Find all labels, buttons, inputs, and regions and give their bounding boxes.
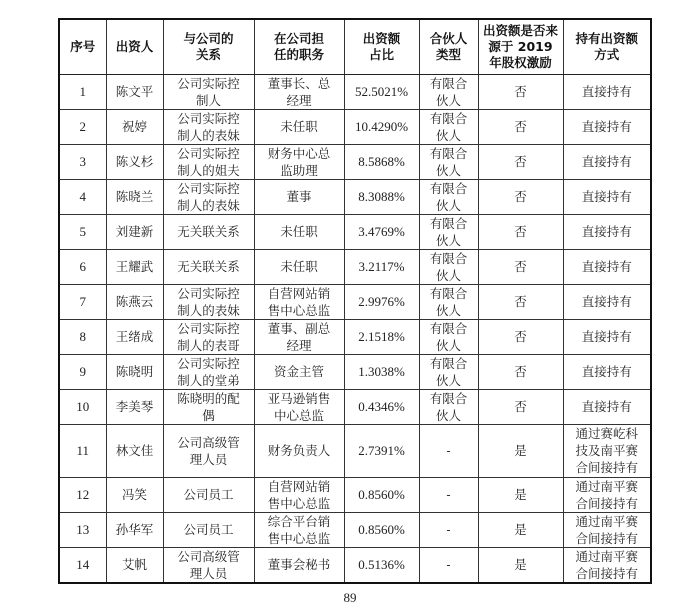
capital-ratio: 2.7391% <box>344 424 419 477</box>
investor-name: 孙华军 <box>106 512 163 547</box>
investor-name: 冯笑 <box>106 477 163 512</box>
company-position: 董事 <box>254 179 344 214</box>
company-position: 财务负责人 <box>254 424 344 477</box>
investor-name: 陈晓兰 <box>106 179 163 214</box>
header-holding-method: 持有出资额方式 <box>563 19 651 74</box>
capital-ratio: 0.4346% <box>344 389 419 424</box>
partner-type: - <box>419 547 478 583</box>
row-index: 4 <box>59 179 106 214</box>
investor-name: 陈文平 <box>106 74 163 109</box>
company-position: 自营网站销售中心总监 <box>254 477 344 512</box>
row-index: 13 <box>59 512 106 547</box>
relation-to-company: 公司实际控制人 <box>163 74 254 109</box>
header-relation: 与公司的关系 <box>163 19 254 74</box>
investor-name: 祝婷 <box>106 109 163 144</box>
from-2019-incentive: 是 <box>478 512 563 547</box>
row-index: 2 <box>59 109 106 144</box>
holding-method: 通过南平赛合间接持有 <box>563 512 651 547</box>
relation-to-company: 公司实际控制人的表妹 <box>163 179 254 214</box>
investor-name: 王耀武 <box>106 249 163 284</box>
from-2019-incentive: 否 <box>478 109 563 144</box>
header-position: 在公司担任的职务 <box>254 19 344 74</box>
investor-name: 林文佳 <box>106 424 163 477</box>
holding-method: 直接持有 <box>563 389 651 424</box>
company-position: 财务中心总监助理 <box>254 144 344 179</box>
partner-type: 有限合伙人 <box>419 109 478 144</box>
partner-type: 有限合伙人 <box>419 284 478 319</box>
company-position: 资金主管 <box>254 354 344 389</box>
holding-method: 直接持有 <box>563 74 651 109</box>
from-2019-incentive: 是 <box>478 547 563 583</box>
holding-method: 直接持有 <box>563 249 651 284</box>
company-position: 董事、副总经理 <box>254 319 344 354</box>
row-index: 14 <box>59 547 106 583</box>
company-position: 自营网站销售中心总监 <box>254 284 344 319</box>
table-row <box>59 74 651 109</box>
investor-name: 陈义杉 <box>106 144 163 179</box>
from-2019-incentive: 否 <box>478 179 563 214</box>
holding-method: 直接持有 <box>563 214 651 249</box>
partner-type: 有限合伙人 <box>419 74 478 109</box>
investor-name: 王绪成 <box>106 319 163 354</box>
holding-method: 通过南平赛合间接持有 <box>563 547 651 583</box>
table-row <box>59 512 651 547</box>
relation-to-company: 公司实际控制人的表妹 <box>163 109 254 144</box>
header-index: 序号 <box>59 19 106 74</box>
company-position: 亚马逊销售中心总监 <box>254 389 344 424</box>
relation-to-company: 公司员工 <box>163 477 254 512</box>
partner-type: 有限合伙人 <box>419 214 478 249</box>
company-position: 未任职 <box>254 214 344 249</box>
holding-method: 通过赛屹科技及南平赛合间接持有 <box>563 424 651 477</box>
relation-to-company: 公司实际控制人的表妹 <box>163 284 254 319</box>
from-2019-incentive: 否 <box>478 389 563 424</box>
capital-ratio: 2.1518% <box>344 319 419 354</box>
investor-name: 陈燕云 <box>106 284 163 319</box>
table-row <box>59 547 651 583</box>
holding-method: 直接持有 <box>563 319 651 354</box>
table-row <box>59 214 651 249</box>
company-position: 未任职 <box>254 109 344 144</box>
table-row <box>59 179 651 214</box>
investor-name: 陈晓明 <box>106 354 163 389</box>
table-row <box>59 319 651 354</box>
holding-method: 通过南平赛合间接持有 <box>563 477 651 512</box>
row-index: 12 <box>59 477 106 512</box>
from-2019-incentive: 是 <box>478 477 563 512</box>
row-index: 8 <box>59 319 106 354</box>
relation-to-company: 公司实际控制人的姐夫 <box>163 144 254 179</box>
partner-type: 有限合伙人 <box>419 179 478 214</box>
table-row <box>59 109 651 144</box>
relation-to-company: 公司实际控制人的堂弟 <box>163 354 254 389</box>
company-position: 综合平台销售中心总监 <box>254 512 344 547</box>
row-index: 10 <box>59 389 106 424</box>
row-index: 1 <box>59 74 106 109</box>
header-partner-type: 合伙人类型 <box>419 19 478 74</box>
page-number: 89 <box>343 590 357 605</box>
from-2019-incentive: 是 <box>478 424 563 477</box>
header-ratio: 出资额占比 <box>344 19 419 74</box>
relation-to-company: 公司高级管理人员 <box>163 547 254 583</box>
relation-to-company: 公司员工 <box>163 512 254 547</box>
capital-ratio: 3.4769% <box>344 214 419 249</box>
holding-method: 直接持有 <box>563 179 651 214</box>
relation-to-company: 公司高级管理人员 <box>163 424 254 477</box>
investor-name: 刘建新 <box>106 214 163 249</box>
header-row <box>59 19 651 74</box>
investor-name: 艾帆 <box>106 547 163 583</box>
relation-to-company: 无关联关系 <box>163 214 254 249</box>
capital-ratio: 8.5868% <box>344 144 419 179</box>
relation-to-company: 陈晓明的配偶 <box>163 389 254 424</box>
holding-method: 直接持有 <box>563 144 651 179</box>
table-row <box>59 249 651 284</box>
from-2019-incentive: 否 <box>478 319 563 354</box>
relation-to-company: 公司实际控制人的表哥 <box>163 319 254 354</box>
partner-type: 有限合伙人 <box>419 319 478 354</box>
from-2019-incentive: 否 <box>478 249 563 284</box>
from-2019-incentive: 否 <box>478 74 563 109</box>
partner-type: 有限合伙人 <box>419 144 478 179</box>
capital-ratio: 10.4290% <box>344 109 419 144</box>
row-index: 9 <box>59 354 106 389</box>
investor-table <box>58 18 652 584</box>
from-2019-incentive: 否 <box>478 144 563 179</box>
table-row <box>59 477 651 512</box>
partner-type: - <box>419 512 478 547</box>
row-index: 3 <box>59 144 106 179</box>
capital-ratio: 1.3038% <box>344 354 419 389</box>
header-investor: 出资人 <box>106 19 163 74</box>
table-row <box>59 144 651 179</box>
table-container <box>58 18 652 584</box>
company-position: 董事会秘书 <box>254 547 344 583</box>
relation-to-company: 无关联关系 <box>163 249 254 284</box>
capital-ratio: 3.2117% <box>344 249 419 284</box>
partner-type: - <box>419 424 478 477</box>
capital-ratio: 52.5021% <box>344 74 419 109</box>
company-position: 董事长、总经理 <box>254 74 344 109</box>
capital-ratio: 0.8560% <box>344 512 419 547</box>
row-index: 6 <box>59 249 106 284</box>
from-2019-incentive: 否 <box>478 284 563 319</box>
partner-type: 有限合伙人 <box>419 389 478 424</box>
table-row <box>59 424 651 477</box>
row-index: 5 <box>59 214 106 249</box>
capital-ratio: 8.3088% <box>344 179 419 214</box>
holding-method: 直接持有 <box>563 284 651 319</box>
investor-name: 李美琴 <box>106 389 163 424</box>
from-2019-incentive: 否 <box>478 354 563 389</box>
holding-method: 直接持有 <box>563 354 651 389</box>
partner-type: 有限合伙人 <box>419 249 478 284</box>
row-index: 11 <box>59 424 106 477</box>
capital-ratio: 2.9976% <box>344 284 419 319</box>
table-row <box>59 389 651 424</box>
holding-method: 直接持有 <box>563 109 651 144</box>
partner-type: 有限合伙人 <box>419 354 478 389</box>
from-2019-incentive: 否 <box>478 214 563 249</box>
company-position: 未任职 <box>254 249 344 284</box>
partner-type: - <box>419 477 478 512</box>
table-row <box>59 284 651 319</box>
header-from-incentive: 出资额是否来源于 2019 年股权激励 <box>478 19 563 74</box>
table-row <box>59 354 651 389</box>
row-index: 7 <box>59 284 106 319</box>
capital-ratio: 0.8560% <box>344 477 419 512</box>
capital-ratio: 0.5136% <box>344 547 419 583</box>
